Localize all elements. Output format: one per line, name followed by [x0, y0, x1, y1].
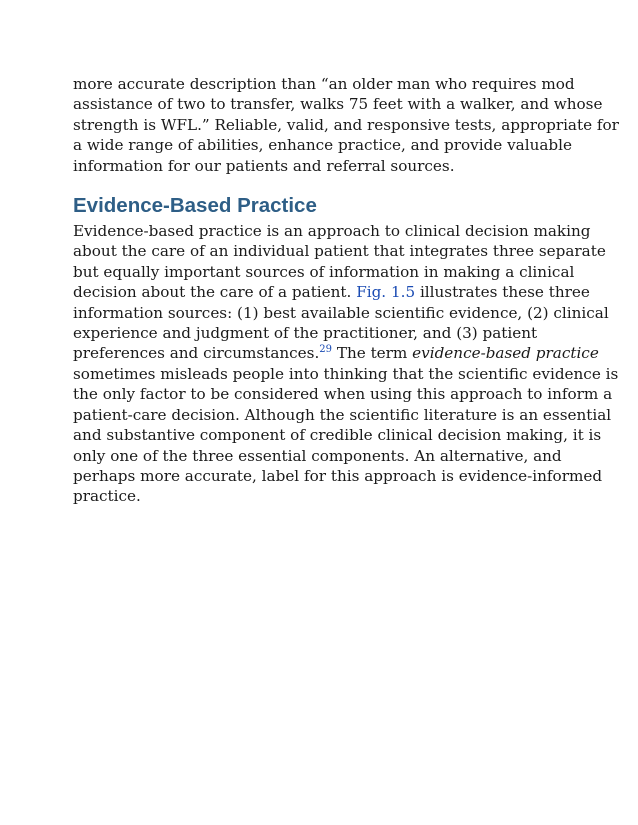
section-line-11: and substantive component of credible clinical decision making, it is	[73, 426, 602, 445]
section-line-14: practice.	[73, 487, 141, 506]
section-line-2: about the care of an individual patient that integrates three separate	[73, 242, 606, 261]
intro-paragraph	[73, 74, 619, 176]
section-line-6: experience and judgment of the practitioner, and (3) patient	[73, 324, 538, 343]
intro-line-1: more accurate description than “an older man who requires mod	[73, 75, 575, 93]
section-line-7-middle: The term	[332, 344, 413, 363]
intro-line-5: information for our patients and referral sources.	[73, 156, 455, 175]
section-line-3: but equally important sources of information in making a clinical	[73, 262, 575, 281]
section-line-12: only one of the three essential components. An alternative, and	[73, 446, 562, 465]
section-line-5: information sources: (1) best available scientific evidence, (2) clinical	[73, 303, 609, 322]
section-line-9: the only factor to be considered when using this approach to inform a	[73, 385, 613, 404]
section-line-8: sometimes misleads people into thinking that the scientific evidence is	[73, 364, 619, 383]
section-heading: Evidence-Based Practice	[73, 194, 317, 218]
intro-line-3: strength is WFL.” Reliable, valid, and responsive tests, appropriate for	[73, 115, 619, 134]
intro-line-4: a wide range of abilities, enhance practice, and provide valuable	[73, 136, 572, 155]
section-line-4	[73, 282, 590, 302]
intro-line-2: assistance of two to transfer, walks 75 feet with a walker, and whose	[73, 95, 603, 114]
section-line-4-start: decision about the care of a patient.	[73, 283, 357, 302]
figure-link[interactable]: Fig. 1.5	[356, 283, 416, 302]
section-line-7-start: preferences and circumstances.	[73, 344, 320, 363]
section-line-4-end: illustrates these three	[415, 283, 590, 302]
section-line-10: patient-care decision. Although the scientific literature is an essential	[73, 405, 612, 424]
section-line-1: Evidence-based practice is an approach to clinical decision making	[73, 222, 591, 241]
italic-term: evidence-based practice	[412, 344, 599, 363]
document-page	[73, 74, 619, 507]
citation-link[interactable]: 29	[319, 344, 333, 356]
section-paragraph	[73, 221, 619, 507]
section-line-7	[73, 343, 599, 363]
section-line-13: perhaps more accurate, label for this approach is evidence-informed	[73, 466, 603, 485]
